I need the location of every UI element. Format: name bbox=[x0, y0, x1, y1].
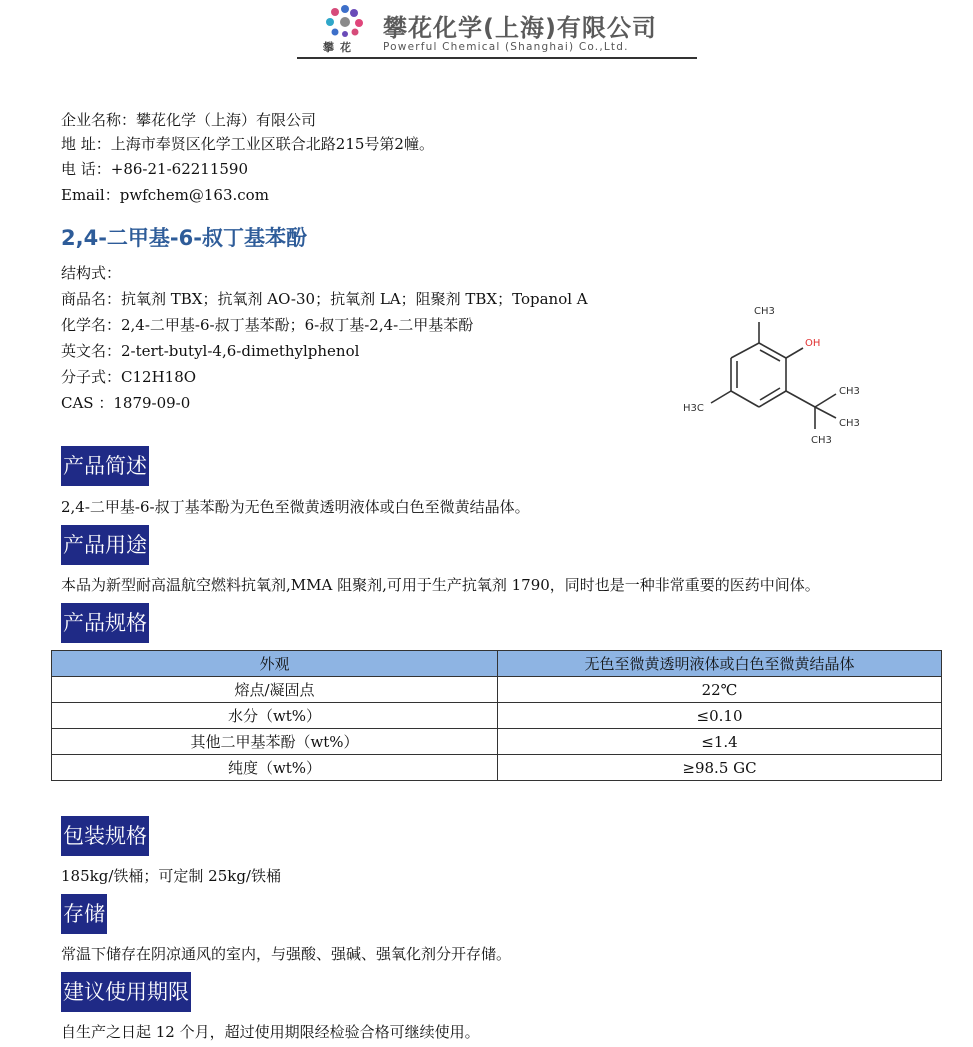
table-row bbox=[52, 755, 942, 781]
brand-name-cn: 攀花化学(上海)有限公司 bbox=[383, 14, 657, 42]
brand-name-en: Powerful Chemical (Shanghai) Co.,Ltd. bbox=[383, 41, 629, 53]
spec-item: 熔点/凝固点 bbox=[52, 677, 498, 703]
chemical-structure-diagram bbox=[675, 290, 875, 455]
spec-header-cell: 外观 bbox=[52, 651, 498, 677]
table-row bbox=[52, 677, 942, 703]
spec-table bbox=[51, 650, 942, 781]
spec-value: ≥98.5 GC bbox=[498, 755, 942, 781]
chemical-name: 化学名：2,4-二甲基-6-叔丁基苯酚；6-叔丁基-2,4-二甲基苯酚 bbox=[61, 316, 474, 334]
header-divider bbox=[297, 57, 697, 59]
table-row bbox=[52, 703, 942, 729]
section-heading-spec: 产品规格 bbox=[61, 603, 149, 643]
company-phone: 电 话：+86-21-62211590 bbox=[61, 160, 248, 178]
label-oh: OH bbox=[805, 338, 821, 349]
section-heading-packing: 包装规格 bbox=[61, 816, 149, 856]
cas-number: CAS ：1879-09-0 bbox=[61, 394, 191, 412]
spec-table-header-row bbox=[52, 651, 942, 677]
spec-item: 纯度（wt%） bbox=[52, 755, 498, 781]
section-heading-usage: 产品用途 bbox=[61, 525, 149, 565]
spec-value: 22℃ bbox=[498, 677, 942, 703]
logo-caption: 攀花 bbox=[323, 41, 357, 54]
spec-header-cell: 无色至微黄透明液体或白色至微黄结晶体 bbox=[498, 651, 942, 677]
spec-value: ≤0.10 bbox=[498, 703, 942, 729]
label-ch3-right-1: CH3 bbox=[839, 386, 860, 397]
company-email: Email：pwfchem@163.com bbox=[61, 186, 269, 204]
structure-label: 结构式： bbox=[61, 264, 122, 282]
company-address: 地 址：上海市奉贤区化学工业区联合北路215号第2幢。 bbox=[61, 135, 434, 153]
company-name: 企业名称：攀花化学（上海）有限公司 bbox=[61, 111, 317, 129]
page-header bbox=[297, 2, 697, 58]
packing-text: 185kg/铁桶；可定制 25kg/铁桶 bbox=[61, 867, 281, 885]
intro-text: 2,4-二甲基-6-叔丁基苯酚为无色至微黄透明液体或白色至微黄结晶体。 bbox=[61, 498, 530, 516]
label-ch3-top: CH3 bbox=[754, 306, 775, 317]
storage-text: 常温下储存在阴凉通风的室内，与强酸、强碱、强氧化剂分开存储。 bbox=[61, 945, 512, 963]
shelf-life-text: 自生产之日起 12 个月，超过使用期限经检验合格可继续使用。 bbox=[61, 1023, 480, 1041]
label-ch3-right-2: CH3 bbox=[839, 418, 860, 429]
product-title: 2,4-二甲基-6-叔丁基苯酚 bbox=[61, 226, 307, 250]
molecular-formula: 分子式：C12H18O bbox=[61, 368, 197, 386]
section-heading-shelf-life: 建议使用期限 bbox=[61, 972, 191, 1012]
spec-item: 其他二甲基苯酚（wt%） bbox=[52, 729, 498, 755]
label-ch3-bottom: CH3 bbox=[811, 435, 832, 446]
trade-names: 商品名：抗氧剂 TBX；抗氧剂 AO-30；抗氧剂 LA；阻聚剂 TBX；Topanol A bbox=[61, 290, 588, 308]
section-heading-intro: 产品简述 bbox=[61, 446, 149, 486]
section-heading-storage: 存储 bbox=[61, 894, 107, 934]
spec-item: 水分（wt%） bbox=[52, 703, 498, 729]
usage-text: 本品为新型耐高温航空燃料抗氧剂,MMA 阻聚剂,可用于生产抗氧剂 1790，同时也是一种非常重要的医药中间体。 bbox=[61, 576, 820, 594]
label-h3c-left: H3C bbox=[683, 403, 704, 414]
spec-value: ≤1.4 bbox=[498, 729, 942, 755]
english-name: 英文名：2-tert-butyl-4,6-dimethylphenol bbox=[61, 342, 360, 360]
table-row bbox=[52, 729, 942, 755]
